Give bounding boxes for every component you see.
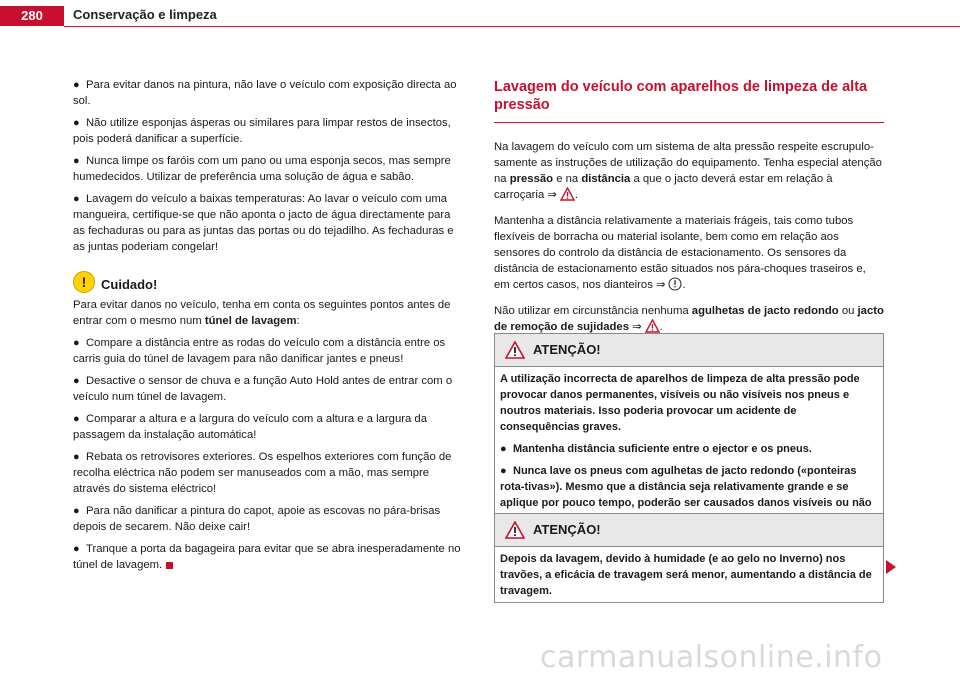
caution-circle-icon[interactable] — [668, 277, 682, 291]
list-item: ● Lavagem do veículo a baixas temperaturas: Ao lavar o veículo com uma mangueira, certifique-se que não aponta o jacto de água directamente para as fechaduras ou para as juntas das portas ou do tejadilho. As fechaduras e as juntas poderiam congelar! — [73, 193, 454, 253]
caution-title: Cuidado! — [101, 277, 158, 292]
list-item: ● Para não danificar a pintura do capot, apoie as escovas no pára-brisas depois de secarem. Não deixe cair! — [73, 505, 441, 533]
bullet-icon: ● — [73, 337, 80, 349]
cross-reference-link[interactable]: ⇒ — [656, 279, 666, 291]
next-page-arrow-icon[interactable] — [886, 560, 896, 574]
list-item: ● Nunca limpe os faróis com um pano ou uma esponja secos, mas sempre humedecidos. Utilizar de preferência uma solução de água e sabão. — [73, 155, 451, 183]
section-title: Lavagem do veículo com aparelhos de limpeza de alta pressão — [494, 79, 868, 113]
bullet-icon: ● — [73, 451, 80, 463]
caution-heading — [73, 271, 465, 293]
page-number: 280 — [0, 6, 64, 26]
list-item: ● Tranque a porta da bagageira para evitar que se abra inesperadamente no túnel de lavagem. — [73, 543, 461, 571]
paragraph-sensors: Mantenha a distância relativamente a materiais frágeis, tais como tubos flexíveis de borracha ou material isolante, bem como em relação aos sensores do controlo da distância de estacionamento. Os sensores da distância de estacionamento estão situados nos pára-choques traseiros e, em certos casos, nos dianteiros ⇒ . — [494, 215, 866, 291]
list-item: ● Compare a distância entre as rodas do veículo com a distância entre os carris guia do túnel de lavagem para não danificar jantes e pneus! — [73, 337, 446, 365]
warning-triangle-icon[interactable] — [645, 319, 660, 333]
bullet-icon: ● — [73, 543, 80, 555]
warning-box-high-pressure — [494, 333, 884, 531]
end-of-section-icon — [166, 562, 173, 569]
bullet-icon: ● — [73, 117, 80, 129]
bullet-icon: ● — [500, 443, 507, 455]
bullet-icon: ● — [73, 375, 80, 387]
list-item: ● Para evitar danos na pintura, não lave o veículo com exposição directa ao sol. — [73, 79, 457, 107]
warning-header — [495, 514, 883, 547]
warning-body: Depois da lavagem, devido à humidade (e ao gelo no Inverno) nos travões, a eficácia de travagem será menor, aumentando a distância de travagem. — [500, 553, 872, 597]
list-item: ● Não utilize esponjas ásperas ou similares para limpar restos de insectos, pois poderá danificar a superfície. — [73, 117, 451, 145]
header-rule — [64, 26, 960, 27]
warning-header — [495, 334, 883, 367]
cross-reference-link[interactable]: ⇒ — [632, 321, 642, 333]
list-item: ● Nunca lave os pneus com agulhetas de jacto redondo («ponteiras rota-tivas»). Mesmo que a distância seja relativamente grande e se aplique por pouco tempo, poderão ser causados danos visíveis ou não — [500, 465, 872, 509]
bullet-icon: ● — [500, 465, 507, 477]
warning-triangle-icon[interactable] — [560, 187, 575, 201]
paragraph-nozzles: Não utilizar em circunstância nenhuma agulhetas de jacto redondo ou jacto de remoção de sujidades ⇒ . — [494, 305, 884, 333]
list-item: ● Desactive o sensor de chuva e a função Auto Hold antes de entrar com o veículo num túnel de lavagem. — [73, 375, 453, 403]
caution-intro: Para evitar danos no veículo, tenha em conta os seguintes pontos antes de entrar com o mesmo num túnel de lavagem: — [73, 299, 451, 327]
section-title-rule — [494, 122, 884, 123]
chapter-title: Conservação e limpeza — [73, 7, 217, 22]
page-header — [0, 0, 960, 30]
list-item: ● Mantenha distância suficiente entre o ejector e os pneus. — [500, 443, 812, 455]
left-column — [73, 77, 465, 579]
list-item: ● Comparar a altura e a largura do veículo com a altura e a largura da passagem da instalação automática! — [73, 413, 427, 441]
paragraph-pressure: Na lavagem do veículo com um sistema de alta pressão respeite escrupulo-samente as instruções de utilização do equipamento. Tenha especial atenção na pressão e na distância a que o jacto deverá estar em relação à carroçaria ⇒ . — [494, 141, 882, 201]
warning-title: ATENÇÃO! — [533, 522, 601, 537]
warning-title: ATENÇÃO! — [533, 342, 601, 357]
warning-box-brakes — [494, 513, 884, 603]
caution-icon: ! — [73, 271, 95, 293]
bullet-icon: ● — [73, 79, 80, 91]
right-column — [494, 78, 884, 345]
warning-body: A utilização incorrecta de aparelhos de limpeza de alta pressão pode provocar danos permanentes, visíveis ou não visíveis nos pneus e noutros materiais. Isso poderia provocar um acidente de consequências graves. ● Mantenha distância suficiente entre o ejector e os pneus. ● Nunca lave os pneus com agulhetas de jacto redondo («ponteiras rota-tivas»). Mesmo que a distância seja relativamente grande e se aplique por pouco tempo, poderão ser causados danos visíveis ou não — [495, 367, 883, 530]
bullet-icon: ● — [73, 193, 80, 205]
cross-reference-link[interactable]: ⇒ — [547, 189, 557, 201]
bullet-icon: ● — [73, 505, 80, 517]
list-item: ● Rebata os retrovisores exteriores. Os espelhos exteriores com função de recolha eléctrica não podem ser manuseados com a mão, mas sempre através do sistema eléctrico! — [73, 451, 452, 495]
bullet-icon: ● — [73, 413, 80, 425]
warning-triangle-icon — [505, 521, 525, 539]
bullet-icon: ● — [73, 155, 80, 167]
watermark: carmanualsonline.info — [540, 640, 883, 675]
warning-triangle-icon — [505, 341, 525, 359]
